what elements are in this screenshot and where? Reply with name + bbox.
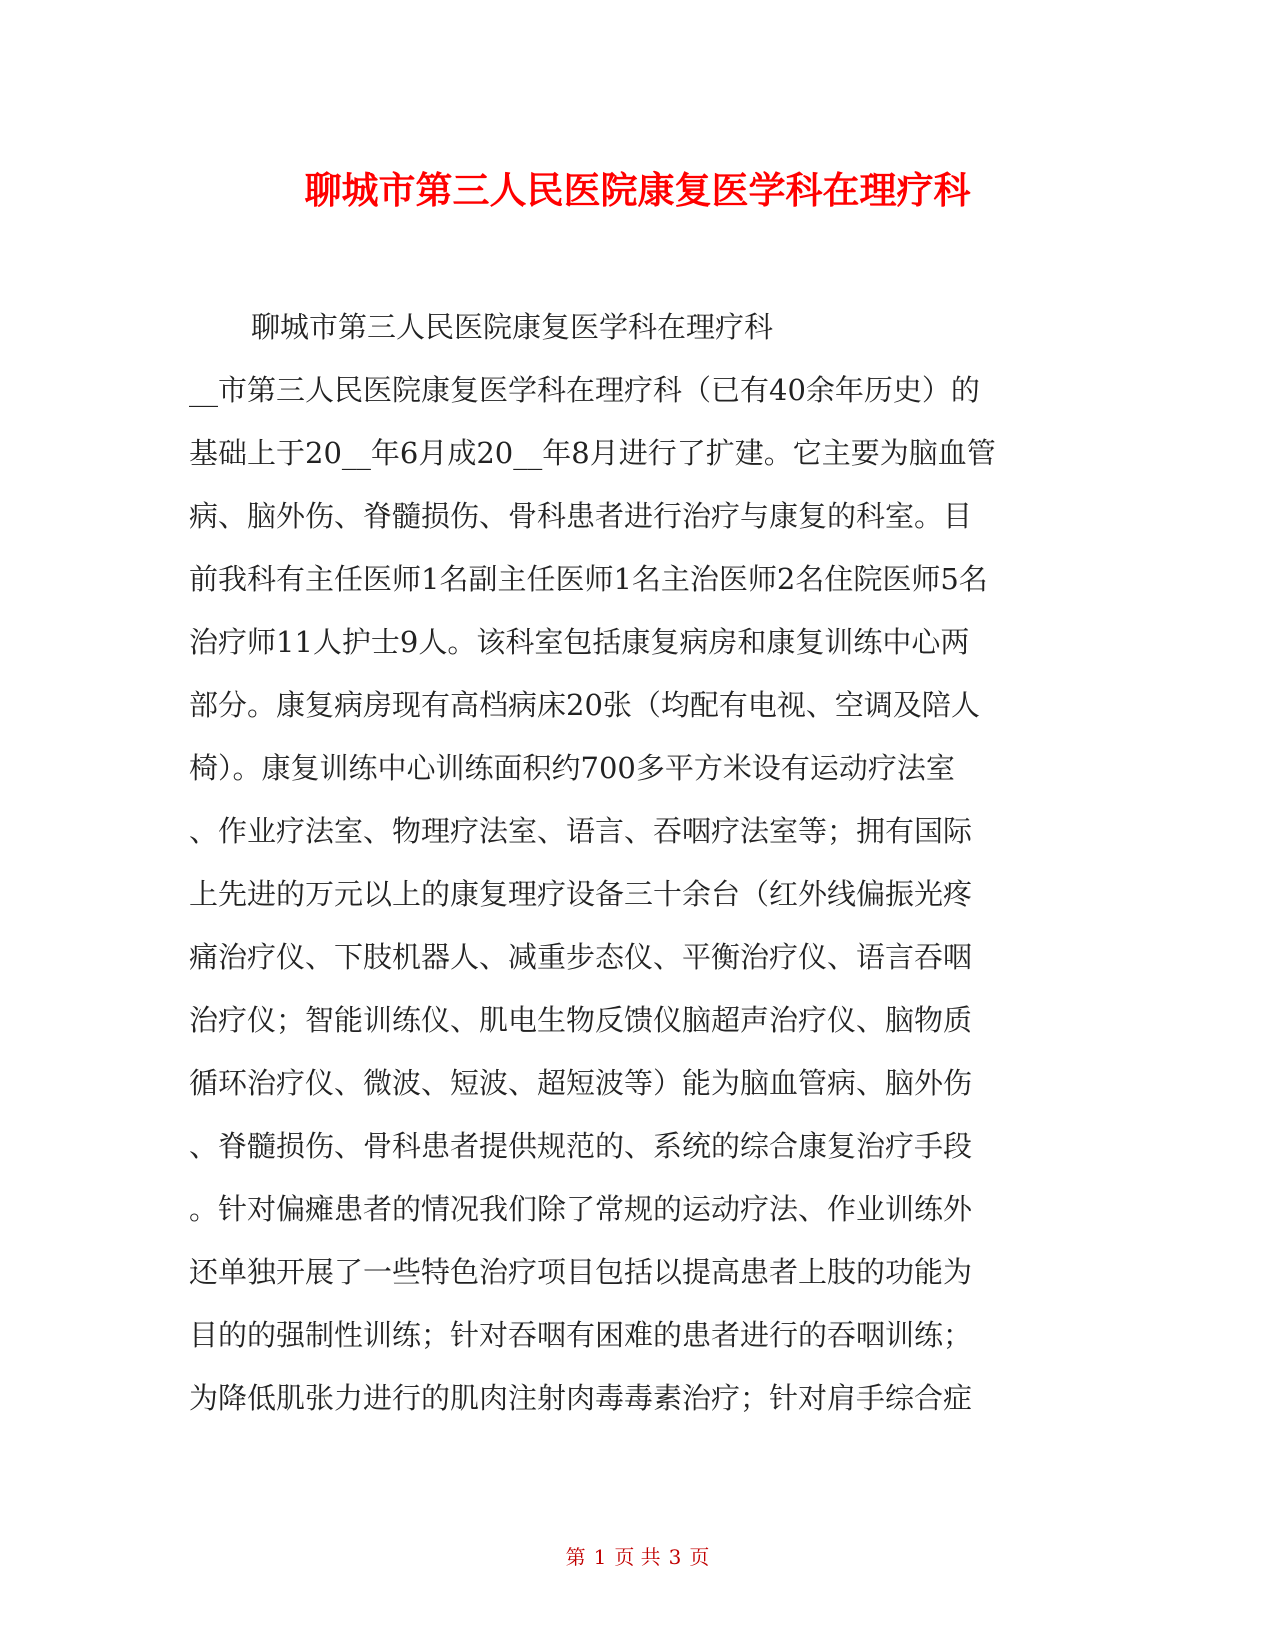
document-title: 聊城市第三人民医院康复医学科在理疗科 [304,169,971,212]
body-line: 前我科有主任医师1名副主任医师1名主治医师2名住院医师5名 [189,562,988,596]
body-line: 。针对偏瘫患者的情况我们除了常规的运动疗法、作业训练外 [189,1192,973,1226]
body-line: 痛治疗仪、下肢机器人、减重步态仪、平衡治疗仪、语言吞咽 [189,940,973,974]
body-line: 治疗仪；智能训练仪、肌电生物反馈仪脑超声治疗仪、脑物质 [189,1003,973,1037]
body-line: 还单独开展了一些特色治疗项目包括以提高患者上肢的功能为 [189,1255,973,1289]
body-line: 基础上于20__年6月成20__年8月进行了扩建。它主要为脑血管 [189,436,996,470]
body-line: __市第三人民医院康复医学科在理疗科（已有40余年历史）的 [189,373,980,407]
page-label-suffix: 页 [689,1545,710,1569]
body-line: 为降低肌张力进行的肌肉注射肉毒毒素治疗；针对肩手综合症 [189,1381,973,1415]
current-page-number: 1 [593,1545,607,1569]
body-line: 循环治疗仪、微波、短波、超短波等）能为脑血管病、脑外伤 [189,1066,973,1100]
body-line: 病、脑外伤、脊髓损伤、骨科患者进行治疗与康复的科室。目 [189,499,973,533]
document-body [189,296,1089,1430]
total-pages-number: 3 [668,1545,682,1569]
body-line: 治疗师11人护士9人。该科室包括康复病房和康复训练中心两 [189,625,970,659]
paragraph-heading-line: 聊城市第三人民医院康复医学科在理疗科 [251,310,774,344]
body-line: 部分。康复病房现有高档病床20张（均配有电视、空调及陪人 [189,688,980,722]
page-label-prefix: 第 [565,1545,586,1569]
page-label-middle: 页 共 [614,1545,661,1569]
page-footer [0,1542,1275,1572]
body-line: 、作业疗法室、物理疗法室、语言、吞咽疗法室等；拥有国际 [189,814,973,848]
body-line: 、脊髓损伤、骨科患者提供规范的、系统的综合康复治疗手段 [189,1129,973,1163]
body-line: 上先进的万元以上的康复理疗设备三十余台（红外线偏振光疼 [189,877,973,911]
body-line: 椅）。康复训练中心训练面积约700多平方米设有运动疗法室 [189,751,955,785]
body-line: 目的的强制性训练；针对吞咽有困难的患者进行的吞咽训练； [189,1318,973,1352]
